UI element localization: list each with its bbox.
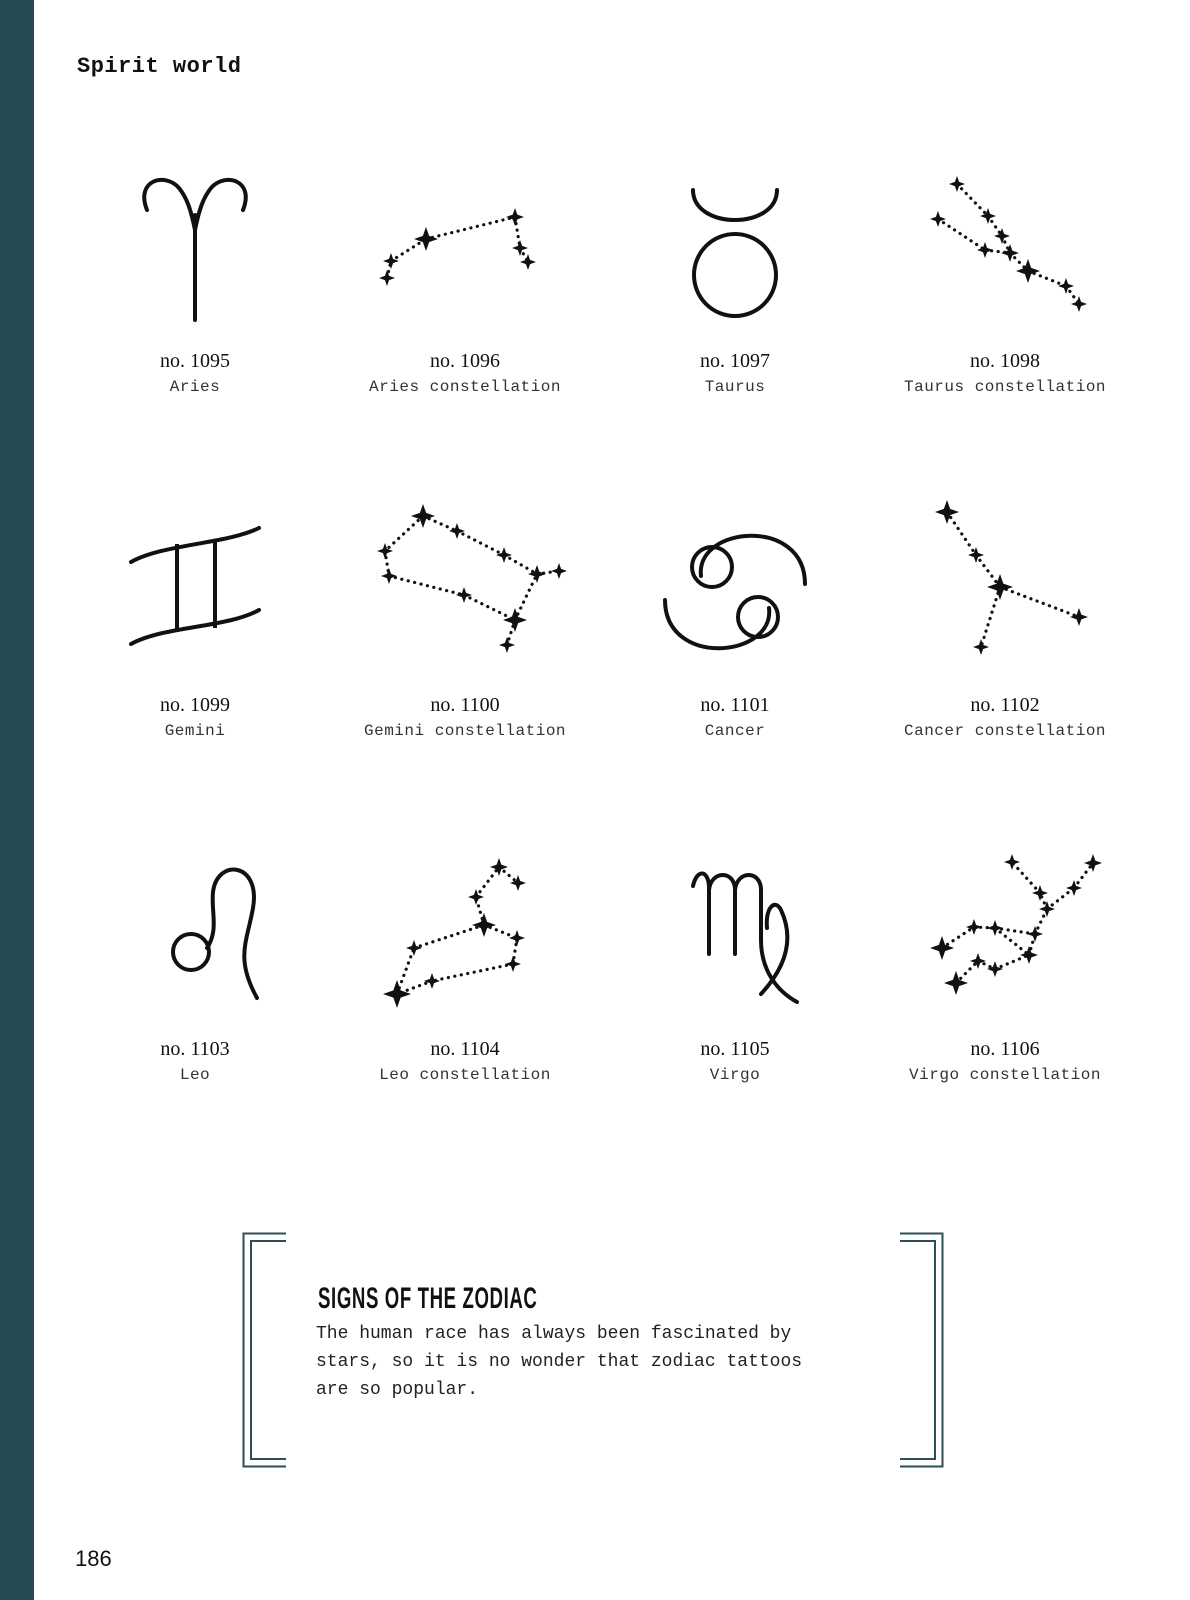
- tattoo-item: [600, 160, 870, 504]
- star-icon: [406, 940, 422, 956]
- tattoo-number: no. 1101: [700, 694, 770, 716]
- tattoo-name: Cancer constellation: [903, 722, 1107, 740]
- star-icon: [994, 228, 1010, 244]
- tattoo-name: Leo constellation: [379, 1066, 551, 1084]
- tattoo-number: no. 1103: [160, 1038, 230, 1060]
- tattoo-item: [60, 160, 330, 504]
- tattoo-number: no. 1106: [970, 1038, 1040, 1060]
- tattoo-item: [330, 504, 600, 848]
- aries-symbol-icon: [95, 160, 295, 340]
- star-icon: [1084, 854, 1102, 872]
- star-icon: [414, 227, 438, 251]
- star-icon: [424, 973, 440, 989]
- tattoo-item: [600, 848, 870, 1192]
- tattoo-number: no. 1100: [430, 694, 500, 716]
- star-icon: [379, 270, 395, 286]
- tattoo-number: no. 1097: [700, 350, 770, 372]
- tattoo-item: [60, 504, 330, 848]
- tattoo-item: [600, 504, 870, 848]
- cancer-symbol-icon: [635, 504, 835, 684]
- star-icon: [980, 208, 996, 224]
- star-icon: [381, 568, 397, 584]
- star-icon: [377, 543, 393, 559]
- tattoo-name: Virgo constellation: [909, 1066, 1101, 1084]
- tattoo-number: no. 1096: [430, 350, 500, 372]
- grid-row: [60, 848, 1140, 1192]
- tattoo-name: Leo: [179, 1066, 211, 1084]
- tattoo-name: Taurus constellation: [903, 378, 1107, 396]
- tattoo-number: no. 1098: [970, 350, 1040, 372]
- star-icon: [930, 936, 954, 960]
- star-icon: [490, 858, 508, 876]
- tattoo-number: no. 1095: [160, 350, 230, 372]
- info-box-title: SIGNS OF THE ZODIAC: [318, 1282, 538, 1315]
- star-icon: [383, 980, 411, 1008]
- star-icon: [1070, 608, 1088, 626]
- tattoo-item: [330, 160, 600, 504]
- grid-row: [60, 160, 1140, 504]
- tattoo-item: [870, 160, 1140, 504]
- tattoo-number: no. 1104: [430, 1038, 500, 1060]
- tattoo-name: Virgo: [709, 1066, 761, 1084]
- tattoo-name: Aries: [169, 378, 221, 396]
- star-icon: [520, 254, 536, 270]
- star-icon: [551, 563, 567, 579]
- aries-constellation-icon: [365, 160, 565, 340]
- tattoo-number: no. 1099: [160, 694, 230, 716]
- star-icon: [930, 211, 946, 227]
- info-box: [242, 1232, 944, 1468]
- tattoo-item: [870, 848, 1140, 1192]
- star-icon: [499, 637, 515, 653]
- star-icon: [1001, 244, 1019, 262]
- star-icon: [509, 930, 525, 946]
- star-icon: [977, 242, 993, 258]
- star-icon: [496, 547, 512, 563]
- star-icon: [512, 240, 528, 256]
- star-icon: [383, 253, 399, 269]
- tattoo-name: Aries constellation: [369, 378, 561, 396]
- cancer-constellation-icon: [905, 504, 1105, 684]
- tattoo-item: [60, 848, 330, 1192]
- star-icon: [973, 639, 989, 655]
- tattoo-name: Cancer: [704, 722, 766, 740]
- star-icon: [970, 953, 986, 969]
- tattoo-number: no. 1102: [970, 694, 1040, 716]
- tattoo-name: Gemini constellation: [363, 722, 567, 740]
- star-icon: [506, 208, 524, 226]
- gemini-symbol-icon: [95, 504, 295, 684]
- star-icon: [505, 956, 521, 972]
- star-icon: [1058, 278, 1074, 294]
- star-icon: [456, 587, 472, 603]
- leo-symbol-icon: [95, 848, 295, 1028]
- running-head: Spirit world: [77, 54, 242, 79]
- left-bracket: [242, 1232, 286, 1468]
- tattoo-item: [870, 504, 1140, 848]
- star-icon: [472, 913, 496, 937]
- tattoo-number: no. 1105: [700, 1038, 770, 1060]
- star-icon: [1020, 946, 1038, 964]
- page-number: 186: [75, 1546, 112, 1571]
- virgo-constellation-icon: [905, 848, 1105, 1028]
- star-icon: [510, 875, 526, 891]
- tattoo-name: Gemini: [164, 722, 226, 740]
- star-icon: [987, 961, 1003, 977]
- star-icon: [966, 919, 982, 935]
- star-icon: [503, 608, 527, 632]
- star-icon: [987, 574, 1013, 600]
- star-icon: [528, 565, 546, 583]
- taurus-constellation-icon: [905, 160, 1105, 340]
- tattoo-grid: [60, 160, 1140, 1192]
- star-icon: [1027, 926, 1043, 942]
- right-bracket: [900, 1232, 944, 1468]
- tattoo-name: Taurus: [704, 378, 766, 396]
- page-spine-band: [0, 0, 34, 1600]
- star-icon: [449, 523, 465, 539]
- star-icon: [1071, 296, 1087, 312]
- taurus-symbol-icon: [635, 160, 835, 340]
- virgo-symbol-icon: [635, 848, 835, 1028]
- gemini-constellation-icon: [365, 504, 565, 684]
- grid-row: [60, 504, 1140, 848]
- info-box-body: The human race has always been fascinated by stars, so it is no wonder that zodiac tattoos are so popular.: [316, 1324, 803, 1400]
- star-icon: [935, 500, 959, 524]
- tattoo-item: [330, 848, 600, 1192]
- leo-constellation-icon: [365, 848, 565, 1028]
